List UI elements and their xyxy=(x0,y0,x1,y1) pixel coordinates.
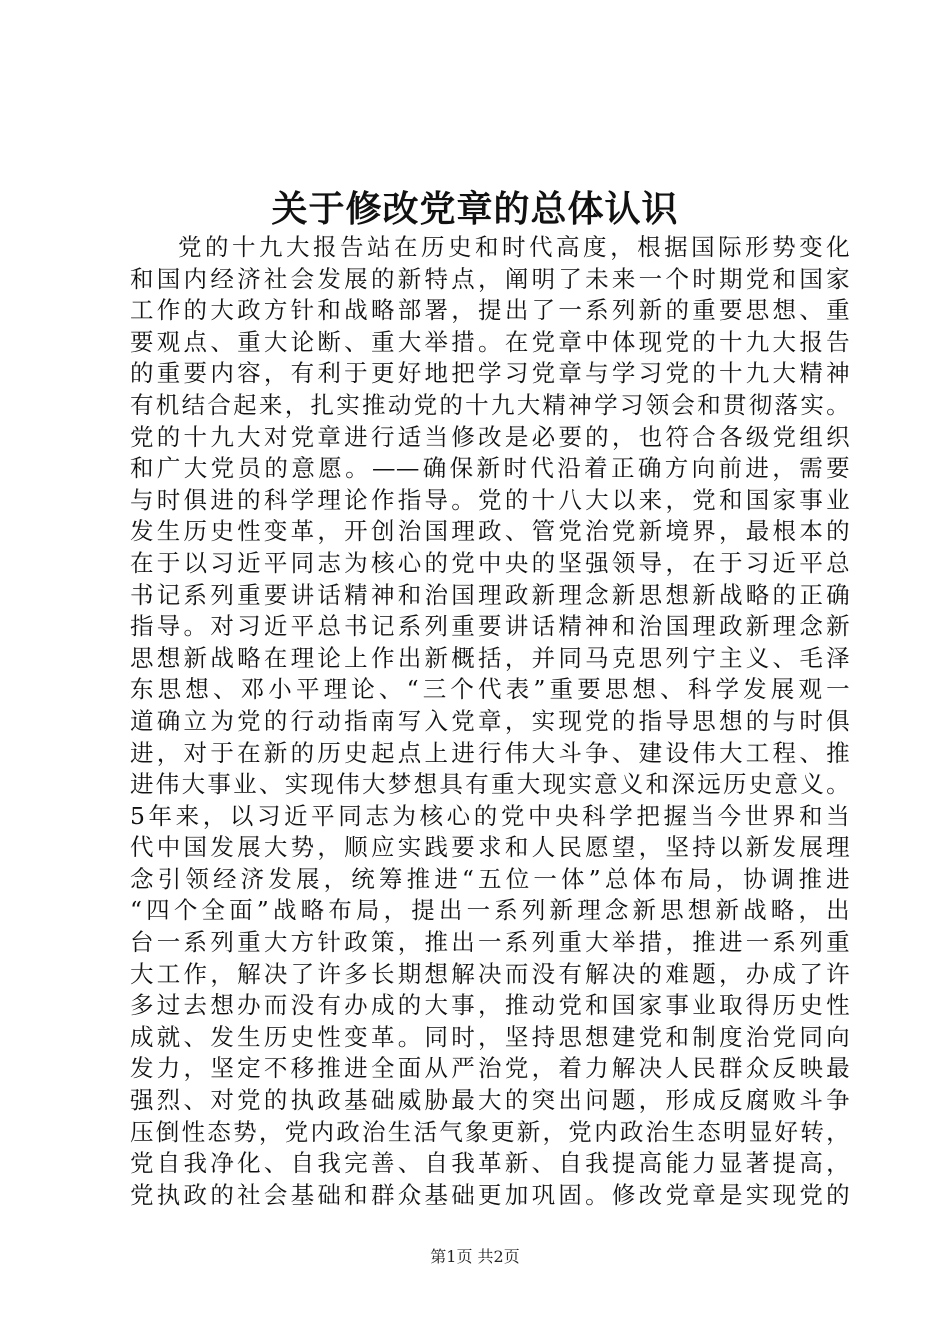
body-line: “四个全面”战略布局，提出一系列新理念新思想新战略，出 xyxy=(130,896,850,925)
body-line: 在于以习近平同志为核心的党中央的坚强领导，在于习近平总 xyxy=(130,548,850,577)
document-body xyxy=(130,232,850,1211)
body-line: 工作的大政方针和战略部署，提出了一系列新的重要思想、重 xyxy=(130,296,850,325)
body-line: 多过去想办而没有办成的大事，推动党和国家事业取得历史性 xyxy=(130,991,850,1020)
body-line: 党自我净化、自我完善、自我革新、自我提高能力显著提高， xyxy=(130,1149,850,1178)
body-line: 台一系列重大方针政策，推出一系列重大举措，推进一系列重 xyxy=(130,928,850,957)
body-line: 大工作，解决了许多长期想解决而没有解决的难题，办成了许 xyxy=(130,959,850,988)
body-line: 指导。对习近平总书记系列重要讲话精神和治国理政新理念新 xyxy=(130,612,850,641)
body-line: 有机结合起来，扎实推动党的十九大精神学习领会和贯彻落实。 xyxy=(130,390,850,419)
body-line: 党执政的社会基础和群众基础更加巩固。修改党章是实现党的 xyxy=(130,1180,850,1209)
body-line: 与时俱进的科学理论作指导。党的十八大以来，党和国家事业 xyxy=(130,485,850,514)
body-line: 成就、发生历史性变革。同时，坚持思想建党和制度治党同向 xyxy=(130,1022,850,1051)
body-line: 东思想、邓小平理论、“三个代表”重要思想、科学发展观一 xyxy=(130,675,850,704)
body-line: 党的十九大对党章进行适当修改是必要的，也符合各级党组织 xyxy=(130,422,850,451)
body-line: 代中国发展大势，顺应实践要求和人民愿望，坚持以新发展理 xyxy=(130,833,850,862)
body-line: 和广大党员的意愿。——确保新时代沿着正确方向前进，需要 xyxy=(130,454,850,483)
body-line: 书记系列重要讲话精神和治国理政新理念新思想新战略的正确 xyxy=(130,580,850,609)
body-line: 道确立为党的行动指南写入党章，实现党的指导思想的与时俱 xyxy=(130,706,850,735)
body-line: 进伟大事业、实现伟大梦想具有重大现实意义和深远历史意义。 xyxy=(130,770,850,799)
body-line: 进，对于在新的历史起点上进行伟大斗争、建设伟大工程、推 xyxy=(130,738,850,767)
body-line: 党的十九大报告站在历史和时代高度，根据国际形势变化 xyxy=(178,233,850,261)
body-line: 5年来，以习近平同志为核心的党中央科学把握当今世界和当 xyxy=(130,801,850,830)
page-footer: 第1页 共2页 xyxy=(430,1247,520,1266)
body-line: 要观点、重大论断、重大举措。在党章中体现党的十九大报告 xyxy=(130,327,850,356)
body-line: 思想新战略在理论上作出新概括，并同马克思列宁主义、毛泽 xyxy=(130,643,850,672)
body-line: 发力，坚定不移推进全面从严治党，着力解决人民群众反映最 xyxy=(130,1054,850,1083)
document-title: 关于修改党章的总体认识 xyxy=(271,189,679,230)
body-line: 念引领经济发展，统筹推进“五位一体”总体布局，协调推进 xyxy=(130,864,850,893)
body-line: 和国内经济社会发展的新特点，阐明了未来一个时期党和国家 xyxy=(130,264,850,293)
body-line: 强烈、对党的执政基础威胁最大的突出问题，形成反腐败斗争 xyxy=(130,1086,850,1115)
body-line: 的重要内容，有利于更好地把学习党章与学习党的十九大精神 xyxy=(130,359,850,388)
body-line: 发生历史性变革，开创治国理政、管党治党新境界，最根本的 xyxy=(130,517,850,546)
body-line: 压倒性态势，党内政治生活气象更新，党内政治生态明显好转， xyxy=(130,1117,850,1146)
